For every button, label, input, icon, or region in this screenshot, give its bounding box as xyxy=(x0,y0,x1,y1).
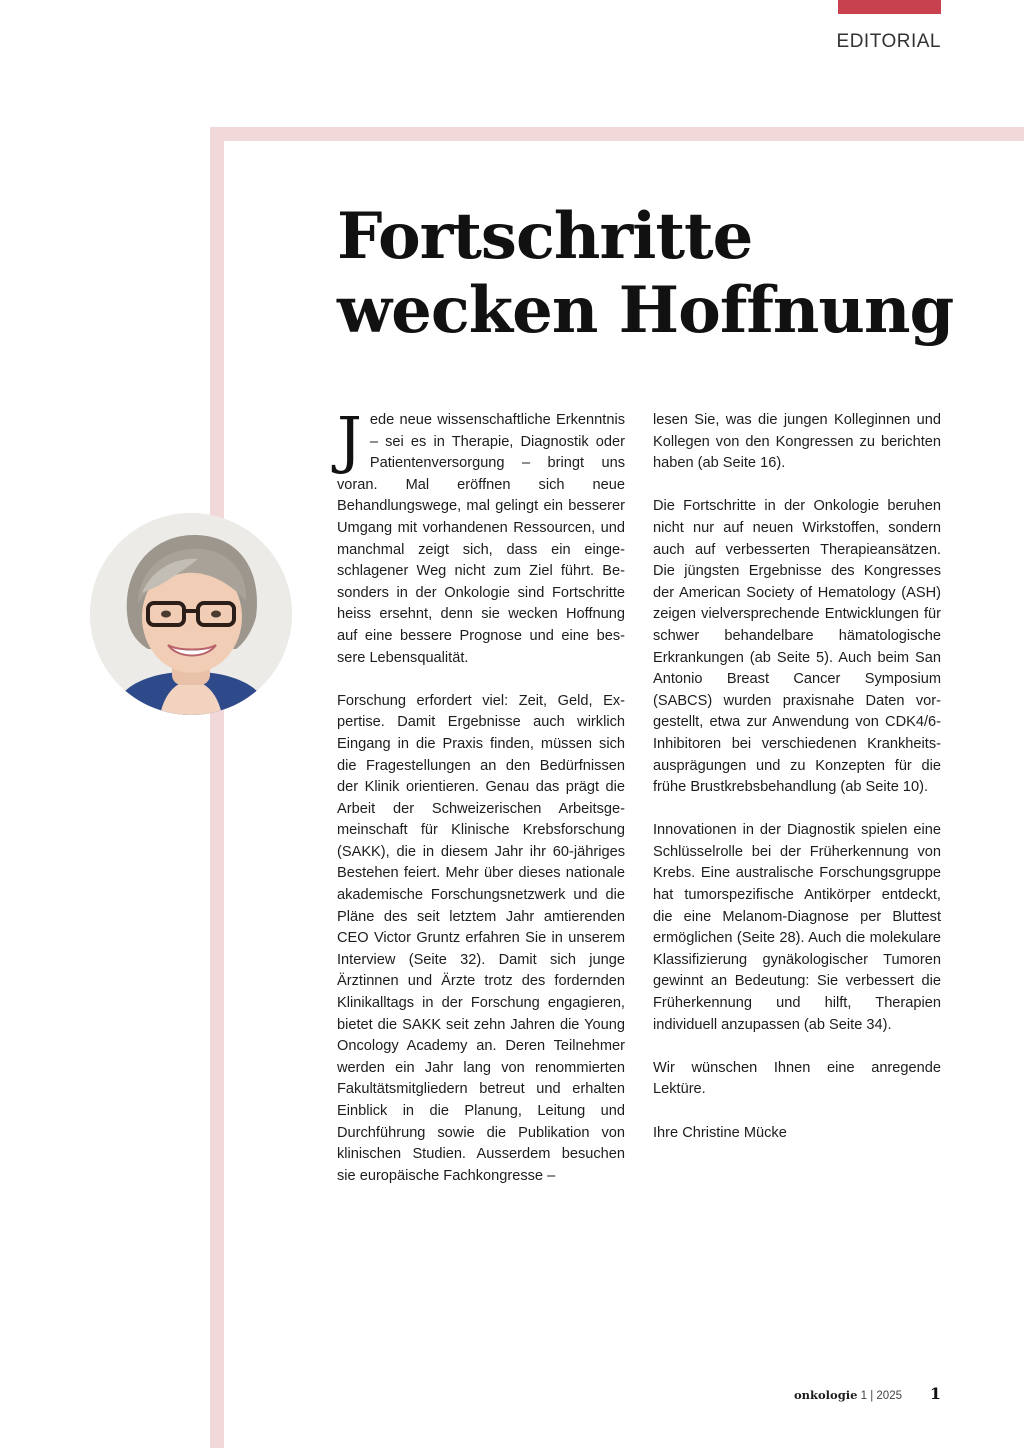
paragraph-diagnostics: Innovationen in der Diagnostik spielen eine Schlüsselrolle bei der Früherkennung von Krebs. Eine australische Forschungsgruppe hat tumorspezifische Antikörper entdeckt, die eine Melanom-Diagnose per Bluttest ermöglichen (Seite 28). Auch die molekulare Klassifizierung gynäkologischer Tumoren gewinnt an Bedeutung: Sie verbessert die Früherkennung und hilft, Therapien individuell anzupassen (ab Seite 34). xyxy=(653,822,941,1033)
issue-number: 1 | 2025 xyxy=(860,1390,902,1402)
paragraph-therapy-advances: Die Fortschritte in der Onkologie beruhen nicht nur auf neuen Wirkstoffen, sondern auch auf verbesserten Therapieansätzen. Die jüngsten Ergebnisse des Kongresses der American Society of Hematology (ASH) zeigen vielversprechende Entwicklungen für schwer behandelbare hämatologische Erkrankungen (ab Seite 5). Auch beim San Antonio Breast Cancer Symposium (SABCS) wurden praxisnahe Daten vorgestellt, etwa zur Anwendung von CDK4/6-Inhibitoren bei verschiedenen Krankheitsausprägungen und zu Konzepten für die frühe Brustkrebsbehandlung (ab Seite 10). xyxy=(653,498,941,796)
section-label: EDITORIAL xyxy=(836,31,941,52)
magazine-name: onkologie xyxy=(794,1388,858,1402)
paragraph-closing: Wir wünschen Ihnen eine anregende Lektüre. xyxy=(653,1059,941,1098)
paragraph-intro-text: ede neue wissenschaftliche Erkenntnis – sei es in Therapie, Diagnostik oder Patientenversorgung – bringt uns voran. Mal eröffnen sich neue Behandlungswege, mal gelingt ein besserer Umgang mit vorhandenen Ressourcen, und manchmal zeigt sich, dass ein eingeschlagener Weg nicht zum Ziel führt. Besonders in der Onkologie sind Fortschritte heiss ersehnt, denn sie wecken Hoffnung auf eine bessere Prognose und eine bessere Lebensqualität. xyxy=(337,412,625,666)
author-signature: Ihre Christine Mücke xyxy=(653,1124,787,1141)
footer-magazine-info xyxy=(794,1388,902,1402)
top-accent-bar xyxy=(838,0,941,14)
frame-left-bar xyxy=(210,127,224,1448)
drop-cap: J xyxy=(337,403,362,476)
paragraph-congress-continuation: lesen Sie, was die jungen Kolleginnen und Kollegen von den Kongressen zu berichten haben (ab Seite 16). xyxy=(653,412,941,472)
article-headline: Fortschritte wecken Hoffnung xyxy=(337,199,954,348)
paragraph-intro xyxy=(337,403,625,669)
page-number: 1 xyxy=(929,1384,941,1403)
frame-top-bar xyxy=(210,127,1024,141)
right-text-column xyxy=(653,410,941,1166)
left-text-column xyxy=(337,403,625,1209)
author-portrait xyxy=(90,513,292,715)
paragraph-research: Forschung erfordert viel: Zeit, Geld, Expertise. Damit Ergebnisse auch wirklich Eingang in die Praxis finden, müssen sich die Fragestellungen an den Bedürfnissen der Klinik orientieren. Genau das prägt die Arbeit der Schweizerischen Arbeitsgemeinschaft für Klinische Krebsforschung (SAKK), die in diesem Jahr ihr 60-jähriges Bestehen feiert. Mehr über dieses nationale akademische Forschungsnetzwerk und die Pläne des seit letztem Jahr amtierenden CEO Victor Gruntz erfahren Sie in unserem Interview (Seite 32). Damit sich junge Ärztinnen und Ärzte trotz des fordernden Klinikalltags in der Forschung engagieren, bietet die SAKK seit zehn Jahren die Young Oncology Academy an. Deren Teilnehmer werden ein Jahr lang von renommierten Fakultätsmitgliedern betreut und erhalten Einblick in die Planung, Leitung und Durchführung sowie die Publikation von klinischen Studien. Ausserdem besuchen sie europäische Fachkongresse – xyxy=(337,692,625,1184)
